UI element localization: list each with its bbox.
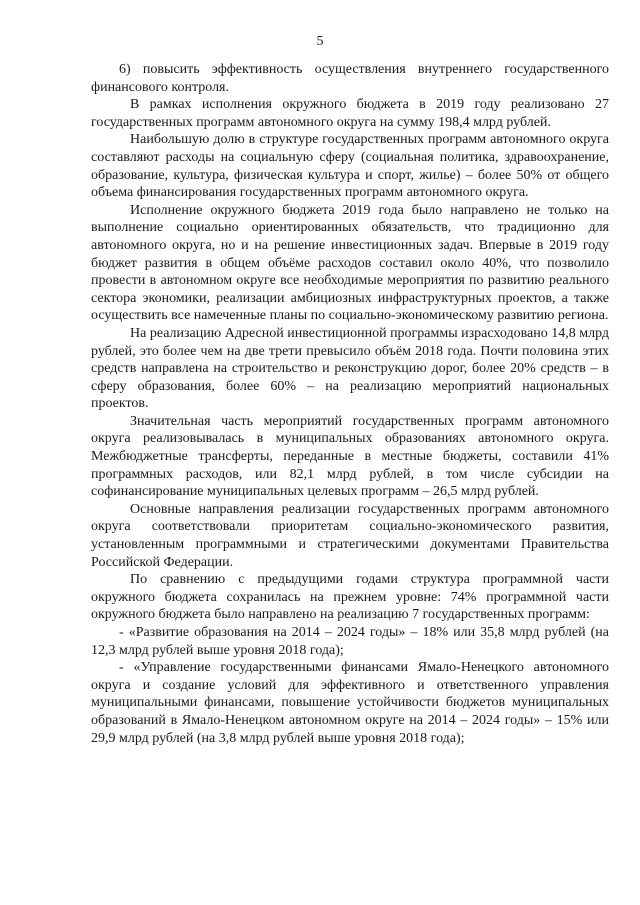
- list-item: - «Управление государственными финансами Ямало-Ненецкого автономного округа и создание условий для эффективного и ответственного управления муниципальными финансами, повышение устойчивости бюджетов муниципальных образований в Ямало-Ненецком автономном округе на 2014 – 2024 годы» – 15% или 29,9 млрд рублей (на 3,8 млрд рублей выше уровня 2018 года);: [91, 660, 609, 746]
- paragraph: На реализацию Адресной инвестиционной программы израсходовано 14,8 млрд рублей, это более чем на две трети превысило объём 2018 года. Почти половина этих средств направлена на строительство и реконструкцию дорог, более 20% средств – в сферу образования, более 60% – на реализацию мероприятий национальных проектов.: [91, 325, 610, 412]
- paragraph: 6) повысить эффективность осуществления внутреннего государственного финансового контроля.: [91, 62, 609, 95]
- page-number: 5: [316, 34, 324, 49]
- list-item: - «Развитие образования на 2014 – 2024 годы» – 18% или 35,8 млрд рублей (на 12,3 млрд рублей выше уровня 2018 года);: [91, 625, 609, 658]
- paragraph: По сравнению с предыдущими годами структура программной части окружного бюджета сохранилась на прежнем уровне: 74% программной части окружного бюджета было направлено на реализацию 7 государственных программ:: [91, 572, 609, 623]
- paragraph: Исполнение окружного бюджета 2019 года было направлено не только на выполнение социально ориентированных обязательств, что традиционно для автономного округа, но и на решение инвестиционных задач. Впервые в 2019 году бюджет развития в общем объёме расходов составил около 40%, что позволило провести в автономном округе все необходимые мероприятия по развитию реального сектора экономики, реализации амбициозных инфраструктурных проектов, а также осуществить все намеченные планы по социально-экономическому развитию региона.: [91, 202, 609, 324]
- document-body: [91, 61, 609, 747]
- paragraph: Основные направления реализации государственных программ автономного округа соответствовали приоритетам социально-экономического развития, установленным программными и стратегическими документами Правительства Российской Федерации.: [91, 501, 609, 570]
- paragraph: Значительная часть мероприятий государственных программ автономного округа реализовывалась в муниципальных образованиях автономного округа. Межбюджетные трансферты, переданные в местные бюджеты, составили 41% программных расходов, или 82,1 млрд рублей, в том числе субсидии на софинансирование муниципальных целевых программ – 26,5 млрд рублей.: [91, 413, 609, 500]
- paragraph: Наибольшую долю в структуре государственных программ автономного округа составляют расходы на социальную сферу (социальная политика, здравоохранение, образование, культура, физическая культура и спорт, жилье) – более 50% от общего объема финансирования государственных программ автономного округа.: [91, 132, 609, 201]
- paragraph: В рамках исполнения окружного бюджета в 2019 году реализовано 27 государственных программ автономного округа на сумму 198,4 млрд рублей.: [91, 97, 609, 130]
